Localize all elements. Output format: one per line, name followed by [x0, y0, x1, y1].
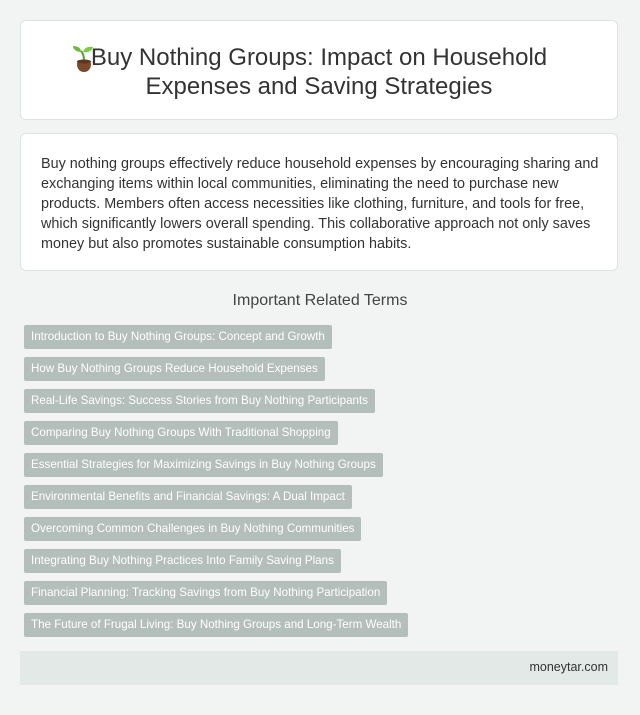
footer [20, 651, 618, 685]
term-tag[interactable]: Real-Life Savings: Success Stories from Buy Nothing Participants [24, 389, 375, 413]
footer-site-link[interactable]: moneytar.com [529, 660, 608, 674]
title-card [20, 20, 618, 120]
term-tag[interactable]: Essential Strategies for Maximizing Savings in Buy Nothing Groups [24, 453, 383, 477]
page-title-line-1: Buy Nothing Groups: Impact on Household [90, 44, 548, 71]
term-tag[interactable]: Integrating Buy Nothing Practices Into Family Saving Plans [24, 549, 341, 573]
term-tag[interactable]: Environmental Benefits and Financial Savings: A Dual Impact [24, 485, 352, 509]
term-tag[interactable]: Introduction to Buy Nothing Groups: Concept and Growth [24, 325, 332, 349]
term-tag[interactable]: Comparing Buy Nothing Groups With Traditional Shopping [24, 421, 338, 445]
page-title [21, 43, 617, 101]
term-tag[interactable]: The Future of Frugal Living: Buy Nothing Groups and Long-Term Wealth [24, 613, 408, 637]
terms-list [24, 325, 408, 645]
term-tag[interactable]: Overcoming Common Challenges in Buy Nothing Communities [24, 517, 361, 541]
summary-text: Buy nothing groups effectively reduce household expenses by encouraging sharing and exchanging items within local communities, eliminating the need to purchase new products. Members often access necessities like clothing, furniture, and tools for free, which significantly lowers overall spending. This collaborative approach not only saves money but also promotes sustainable consumption habits. [41, 156, 599, 252]
page-title-line-2: Expenses and Saving Strategies [145, 73, 493, 100]
term-tag[interactable]: How Buy Nothing Groups Reduce Household Expenses [24, 357, 325, 381]
summary-card [20, 133, 618, 271]
term-tag[interactable]: Financial Planning: Tracking Savings from Buy Nothing Participation [24, 581, 387, 605]
terms-heading: Important Related Terms [232, 292, 408, 309]
